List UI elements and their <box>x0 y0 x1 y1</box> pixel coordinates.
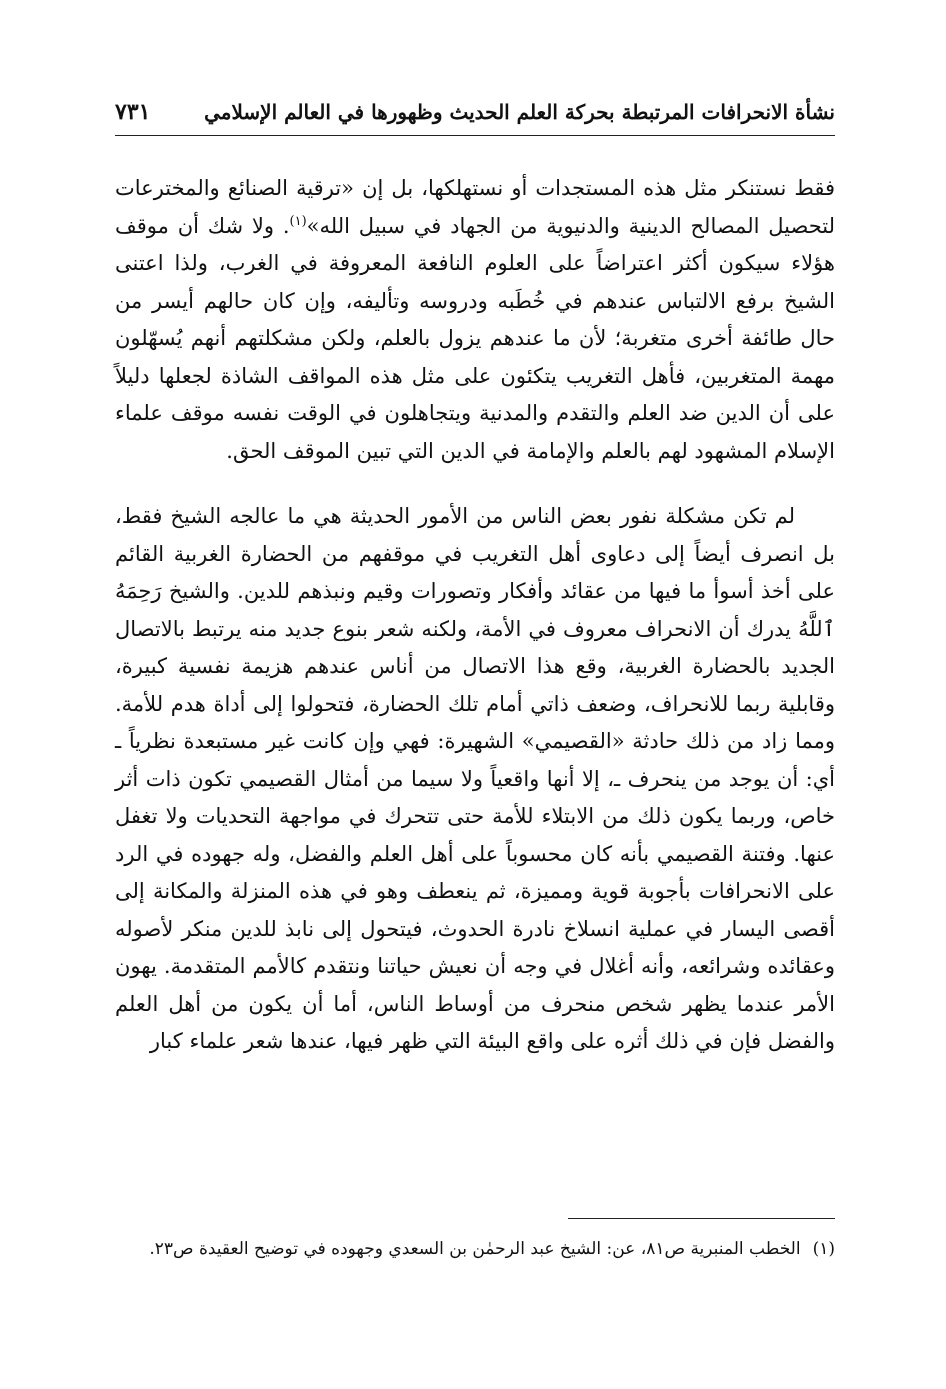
footnote-divider <box>568 1218 835 1219</box>
page-number: ٧٣١ <box>115 99 151 125</box>
paragraph-2: لم تكن مشكلة نفور بعض الناس من الأمور الحديثة هي ما عالجه الشيخ فقط، بل انصرف أيضاً إلى دعاوى أهل التغريب في موقفهم من الحضارة الغربية القائم على أخذ أسوأ ما فيها من عقائد وأفكار وتصورات وقيم ونبذهم للدين. والشيخ رَحِمَهُ ٱللَّهُ يدرك أن الانحراف معروف في الأمة، ولكنه شعر بنوع جديد منه يرتبط بالاتصال الجديد بالحضارة الغربية، وقع هذا الاتصال من أناس عندهم هزيمة نفسية كبيرة، وقابلية ربما للانحراف، وضعف ذاتي أمام تلك الحضارة، فتحولوا إلى أداة هدم للأمة. ومما زاد من ذلك حادثة «القصيمي» الشهيرة: فهي وإن كانت غير مستبعدة نظرياً ـ أي: أن يوجد من ينحرف ـ، إلا أنها واقعياً ولا سيما من أمثال القصيمي تكون ذات أثر خاص، وربما يكون ذلك من الابتلاء للأمة حتى تتحرك في مواجهة التحديات ولا تغفل عنها. وفتنة القصيمي بأنه كان محسوباً على أهل العلم والفضل، وله جهوده في الرد على الانحرافات بأجوبة قوية ومميزة، ثم ينعطف وهو في هذه المنزلة والمكانة إلى أقصى اليسار في عملية انسلاخ نادرة الحدوث، فيتحول إلى نابذ للدين منكر لأصوله وعقائده وشرائعه، وأنه أغلال في وجه أن نعيش حياتنا ونتقدم كالأمم المتقدمة. يهون الأمر عندما يظهر شخص منحرف من أوساط الناس، أما أن يكون من أهل العلم والفضل فإن في ذلك أثره على واقع البيئة التي ظهر فيها، عندها شعر علماء كبار <box>115 504 835 1053</box>
paragraph-1-text: فقط نستنكر مثل هذه المستجدات أو نستهلكها، بل إن «ترقية الصنائع والمخترعات لتحصيل المصالح الدينية والدنيوية من الجهاد في سبيل الله» <box>115 176 835 238</box>
footnote-reference: (١) <box>289 213 307 229</box>
main-text <box>115 170 835 1061</box>
paragraph-1-continuation: . ولا شك أن موقف هؤلاء سيكون أكثر اعتراضاً على العلوم النافعة المعروفة في الغرب، ولذا اعتنى الشيخ برفع الالتباس عندهم في خُطَبه ودروسه وتأليفه، وإن كان حالهم أيسر من حال طائفة أخرى متغربة؛ لأن ما عندهم يزول بالعلم، ولكن مشكلتهم أنهم يُسهّلون مهمة المتغربين، فأهل التغريب يتكئون على مثل هذه المواقف الشاذة لجعلها دليلاً على أن الدين ضد العلم والتقدم والمدنية ويتجاهلون في الوقت نفسه موقف علماء الإسلام المشهود لهم بالعلم والإمامة في الدين التي تبين الموقف الحق. <box>115 213 835 463</box>
footnote <box>115 1232 835 1266</box>
footnote-number: (١) <box>812 1239 835 1259</box>
header-title: نشأة الانحرافات المرتبطة بحركة العلم الحديث وظهورها في العالم الإسلامي <box>204 100 835 124</box>
paragraph-1 <box>115 170 835 470</box>
header-divider <box>115 135 835 136</box>
footnote-text: الخطب المنبرية ص٨١، عن: الشيخ عبد الرحمٰن بن السعدي وجهوده في توضيح العقيدة ص٢٣. <box>149 1239 801 1259</box>
running-header <box>115 92 835 132</box>
